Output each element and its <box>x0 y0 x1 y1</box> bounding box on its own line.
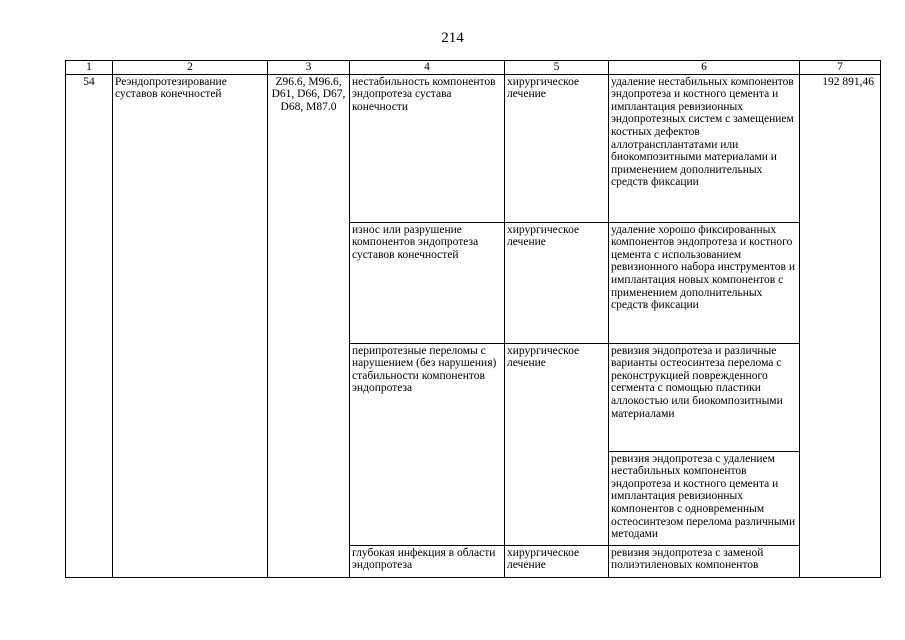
tail-cell <box>505 573 609 578</box>
method-cell: ревизия эндопротеза и различные варианты остеосинтеза перелома с реконструкцией поврежденного сегмента с помощью пластики аллокостью или биокомпозитными материалами <box>609 343 800 451</box>
page-number: 214 <box>441 30 464 46</box>
method-cell: ревизия эндопротеза с удалением нестабильных компонентов эндопротеза и костного цемента и имплантация ревизионных компонентов с одновременным остеосинтезом перелома различными методами <box>609 451 800 545</box>
row-number: 54 <box>66 74 113 577</box>
column-number: 2 <box>113 61 268 75</box>
condition-cell: глубокая инфекция в области эндопротеза <box>350 545 505 573</box>
condition-cell: износ или разрушение компонентов эндопротеза суставов конечностей <box>350 222 505 343</box>
treatment-cell: хирургическое лечение <box>505 222 609 343</box>
service-name: Реэндопротезирование суставов конечностей <box>113 74 268 577</box>
method-cell: ревизия эндопротеза с заменой полиэтиленовых компонентов <box>609 545 800 573</box>
condition-cell: нестабильность компонентов эндопротеза сустава конечности <box>350 74 505 222</box>
services-table <box>65 60 881 578</box>
column-number: 1 <box>66 61 113 75</box>
tail-cell <box>609 573 800 578</box>
column-number-row <box>66 61 881 75</box>
cost-cell: 192 891,46 <box>800 74 881 577</box>
column-number: 7 <box>800 61 881 75</box>
treatment-cell: хирургическое лечение <box>505 74 609 222</box>
diagnosis-codes: Z96.6, M96.6, D61, D66, D67, D68, M87.0 <box>268 74 350 577</box>
method-cell: удаление нестабильных компонентов эндопротеза и костного цемента и имплантация ревизионных эндопротезных систем с замещением костных дефектов аллотрансплантатами или биокомпозитными материалами и применением дополнительных средств фиксации <box>609 74 800 222</box>
column-number: 4 <box>350 61 505 75</box>
treatment-cell: хирургическое лечение <box>505 545 609 573</box>
table-row <box>66 74 881 222</box>
condition-cell: перипротезные переломы с нарушением (без нарушения) стабильности компонентов эндопротеза <box>350 343 505 545</box>
column-number: 5 <box>505 61 609 75</box>
tail-cell <box>350 573 505 578</box>
method-cell: удаление хорошо фиксированных компонентов эндопротеза и костного цемента с использованием ревизионного набора инструментов и имплантация новых компонентов с применением дополнительных средств фиксации <box>609 222 800 343</box>
treatment-cell: хирургическое лечение <box>505 343 609 545</box>
column-number: 3 <box>268 61 350 75</box>
column-number: 6 <box>609 61 800 75</box>
